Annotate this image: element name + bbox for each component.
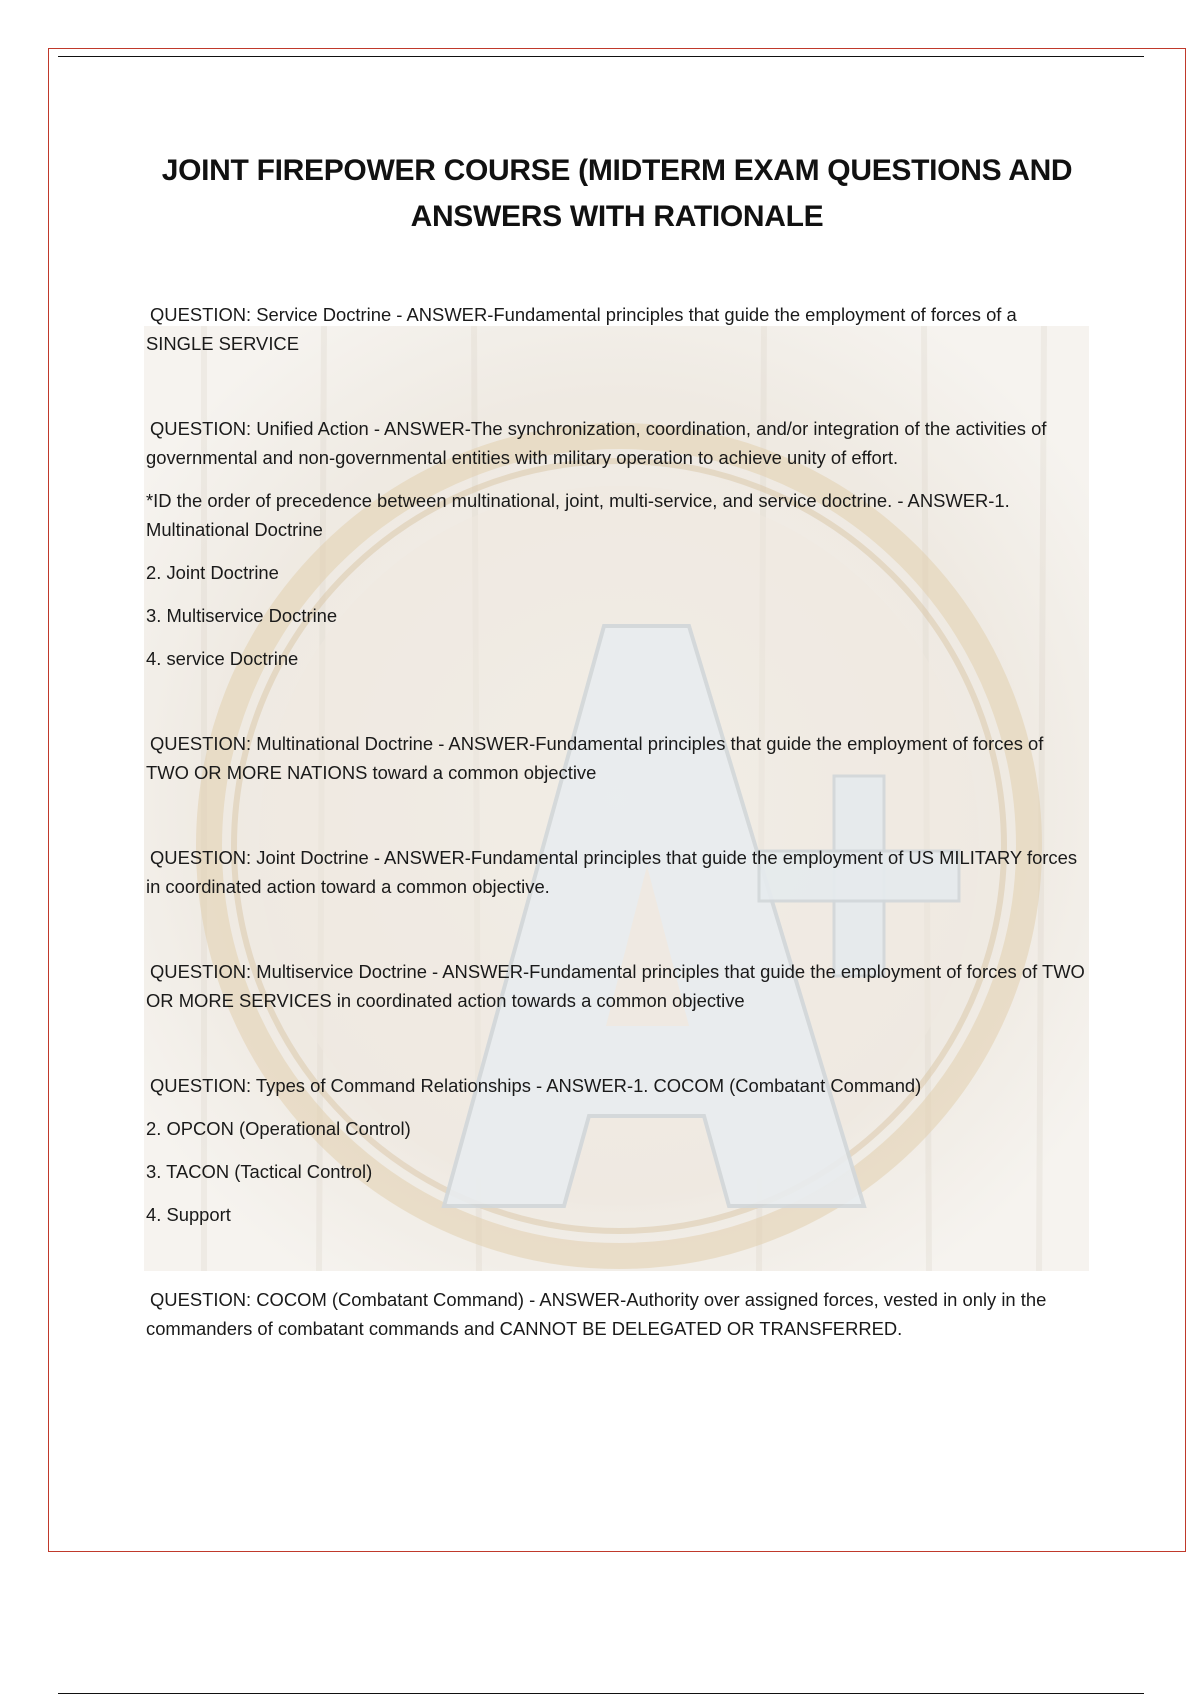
document-title: [120, 148, 1114, 240]
top-rule: [58, 56, 1144, 57]
list-item: 3. TACON (Tactical Control): [146, 1161, 373, 1182]
qa-item: QUESTION: Unified Action - ANSWER-The synchronization, coordination, and/or integration of the activities of governmental and non-governmental entities with military operation to achieve unity of effort.: [146, 418, 1047, 468]
qa-item: *ID the order of precedence between multinational, joint, multi-service, and service doctrine. - ANSWER-1. Multinational Doctrine: [146, 490, 1010, 540]
qa-item: QUESTION: Multiservice Doctrine - ANSWER-Fundamental principles that guide the employment of forces of TWO OR MORE SERVICES in coordinated action towards a common objective: [146, 961, 1085, 1011]
qa-item: QUESTION: COCOM (Combatant Command) - ANSWER-Authority over assigned forces, vested in only in the commanders of combatant commands and CANNOT BE DELEGATED OR TRANSFERRED.: [146, 1289, 1047, 1339]
title-line-1: JOINT FIREPOWER COURSE (MIDTERM EXAM QUESTIONS AND: [161, 154, 1073, 187]
bottom-rule: [58, 1693, 1144, 1694]
qa-item: QUESTION: Service Doctrine - ANSWER-Fundamental principles that guide the employment of forces of a SINGLE SERVICE: [146, 304, 1017, 354]
document-body: [146, 300, 1086, 1343]
qa-item: QUESTION: Types of Command Relationships - ANSWER-1. COCOM (Combatant Command): [150, 1075, 922, 1096]
qa-item: QUESTION: Joint Doctrine - ANSWER-Fundamental principles that guide the employment of US MILITARY forces in coordinated action toward a common objective.: [146, 847, 1078, 897]
list-item: 2. OPCON (Operational Control): [146, 1118, 411, 1139]
list-item: 2. Joint Doctrine: [146, 562, 279, 583]
list-item: 4. Support: [146, 1204, 231, 1225]
title-line-2: ANSWERS WITH RATIONALE: [410, 200, 824, 233]
list-item: 3. Multiservice Doctrine: [146, 605, 338, 626]
list-item: 4. service Doctrine: [146, 648, 299, 669]
qa-item: QUESTION: Multinational Doctrine - ANSWER-Fundamental principles that guide the employment of forces of TWO OR MORE NATIONS toward a common objective: [146, 733, 1044, 783]
